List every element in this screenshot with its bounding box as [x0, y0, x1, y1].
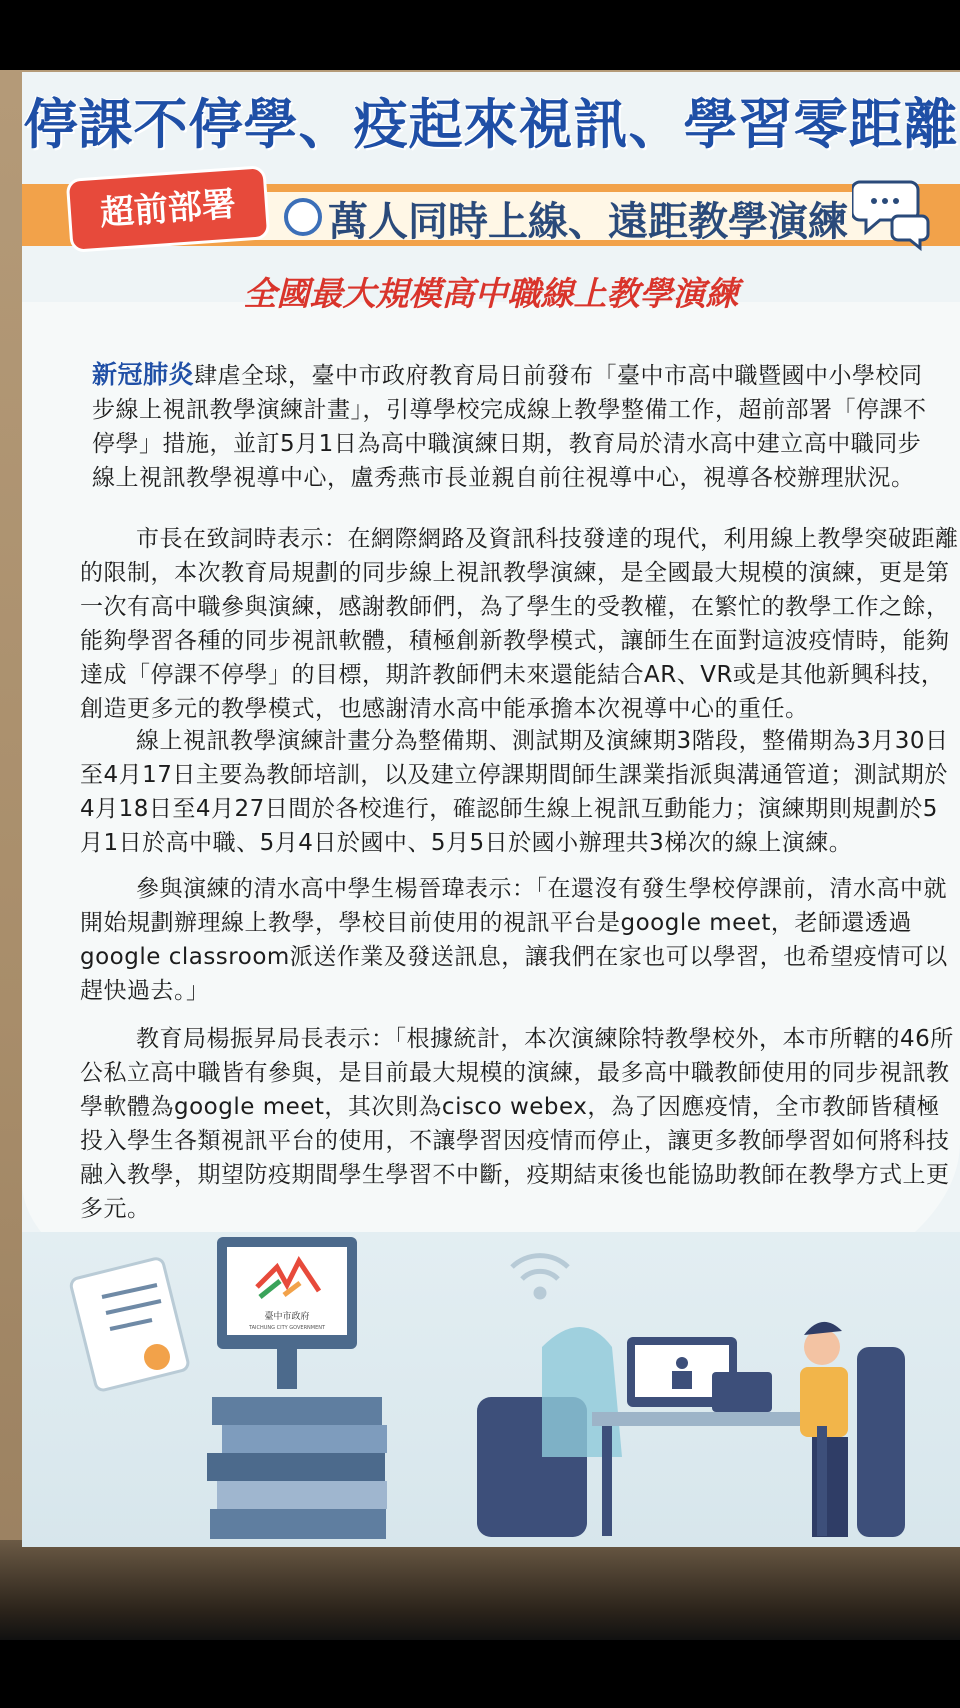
- photo-bottom-border: [0, 1640, 960, 1708]
- illustration: [22, 1227, 960, 1547]
- wifi-icon: [512, 1256, 568, 1297]
- banner-label: 萬人同時上線、遠距教學演練: [328, 199, 848, 245]
- banner: [22, 164, 960, 264]
- certificate-icon: [70, 1257, 190, 1392]
- photo-top-border: [0, 0, 960, 70]
- chat-bubble-icon: [852, 172, 932, 252]
- paragraph-text: 參與演練的清水高中學生楊晉瑋表示：「在還沒有發生學校停課前，清水高中就開始規劃辦理線上教學，學校目前使用的視訊平台是google meet，老師還透過google classroom派送作業及發送訊息，讓我們在家也可以學習，也希望疫情可以趕快過去。」: [80, 876, 948, 1004]
- book-stack-icon: [207, 1397, 387, 1539]
- logo-text: 臺中市政府: [264, 1312, 310, 1322]
- paragraph-3: [80, 724, 960, 860]
- circle-icon: [284, 198, 322, 236]
- badge-label: 超前部署: [98, 184, 238, 234]
- paragraph-2: [80, 522, 960, 726]
- paragraph-text: 肆虐全球，臺中市政府教育局日前發布「臺中市高中職暨國中小學校同步線上視訊教學演練計畫」，引導學校完成線上教學整備工作，超前部署「停課不停學」措施，並訂5月1日為高中職演練日期，教育局於清水高中建立高中職同步線上視訊教學視導中心，盧秀燕市長並親自前往視導中心，視導各校辦理狀況。: [92, 363, 927, 491]
- flyer-title: 停課不停學、疫起來視訊、學習零距離: [23, 93, 959, 156]
- paragraph-lead: 新冠肺炎: [92, 360, 195, 389]
- badge: [66, 165, 271, 253]
- paragraph-text: 教育局楊振昇局長表示：「根據統計，本次演練除特教學校外，本市所轄的46所公私立高中職皆有參與，是目前最大規模的演練，最多高中職教師使用的同步視訊教學軟體為google meet，其次則為cisco webex，為了因應疫情，全市教師皆積極投入學生各類視訊平台的使用，不讓學習因疫情而停止，讓更多教師學習如何將科技融入教學，期望防疫期間學生學習不中斷，疫期結束後也能協助教師在教學方式上更多元。: [80, 1026, 954, 1222]
- paragraph-text: 線上視訊教學演練計畫分為整備期、測試期及演練期3階段，整備期為3月30日至4月17日主要為教師培訓，以及建立停課期間師生課業指派與溝通管道；測試期於4月18日至4月27日間於各校進行，確認師生線上視訊互動能力；演練期則規劃於5月1日於高中職、5月4日於國中、5月5日於國小辦理共3梯次的線上演練。: [80, 728, 949, 856]
- paragraph-5: [80, 1022, 960, 1226]
- paragraph-text: 市長在致詞時表示：在網際網路及資訊科技發達的現代，利用線上教學突破距離的限制，本次教育局規劃的同步線上視訊教學演練，是全國最大規模的演練，更是第一次有高中職參與演練，感謝教師們，為了學生的受教權，在繁忙的教學工作之餘，能夠學習各種的同步視訊軟體，積極創新教學模式，讓師生在面對這波疫情時，能夠達成「停課不停學」的目標，期許教師們未來還能結合AR、VR或是其他新興科技，創造更多元的教學模式，也感謝清水高中能承擔本次視導中心的重任。: [80, 526, 959, 722]
- online-class-scene: [477, 1322, 905, 1537]
- flyer-subtitle: 全國最大規模高中職線上教學演練: [243, 274, 739, 313]
- logo-subtext: TAICHUNG CITY GOVERNMENT: [248, 1325, 326, 1331]
- desk-shadow: [0, 1540, 960, 1640]
- flyer: [22, 72, 960, 1547]
- paragraph-1: [92, 358, 942, 495]
- paragraph-4: [80, 872, 960, 1008]
